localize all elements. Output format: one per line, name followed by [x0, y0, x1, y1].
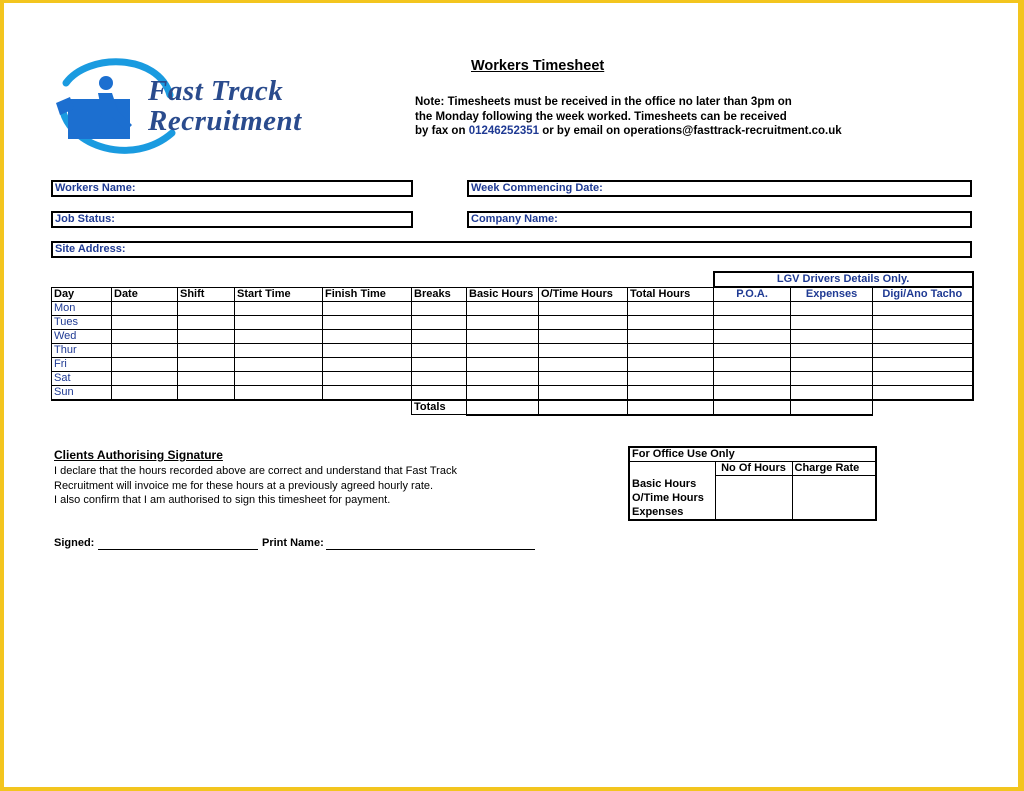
timesheet-cell[interactable]: [714, 372, 791, 386]
submission-note: [415, 95, 842, 139]
timesheet-cell[interactable]: [235, 330, 323, 344]
column-header: Total Hours: [628, 287, 714, 302]
column-header: Breaks: [412, 287, 467, 302]
totals-spacer: [52, 400, 412, 415]
timesheet-cell[interactable]: [467, 372, 539, 386]
timesheet-cell[interactable]: [873, 358, 973, 372]
timesheet-cell[interactable]: [412, 344, 467, 358]
lgv-header-spacer: [52, 272, 714, 287]
fax-number: 01246252351: [468, 125, 540, 137]
timesheet-cell[interactable]: [178, 316, 235, 330]
table-row: [52, 316, 973, 330]
timesheet-cell[interactable]: [112, 302, 178, 316]
timesheet-page: [4, 3, 1018, 787]
table-row: [52, 330, 973, 344]
company-logo: [48, 55, 358, 165]
timesheet-cell[interactable]: [412, 358, 467, 372]
day-label: Sat: [52, 372, 112, 386]
timesheet-cell[interactable]: [412, 372, 467, 386]
timesheet-table: [51, 271, 974, 416]
timesheet-cell[interactable]: [873, 330, 973, 344]
timesheet-cell[interactable]: [628, 330, 714, 344]
timesheet-cell[interactable]: [714, 302, 791, 316]
note-line-1: Note: Timesheets must be received in the office no later than 3pm on: [415, 96, 792, 108]
timesheet-cell[interactable]: [628, 316, 714, 330]
office-rate-cell[interactable]: [792, 476, 876, 520]
timesheet-cell[interactable]: [467, 330, 539, 344]
column-header: Expenses: [791, 287, 873, 302]
timesheet-cell[interactable]: [178, 358, 235, 372]
timesheet-cell[interactable]: [791, 316, 873, 330]
timesheet-cell[interactable]: [791, 358, 873, 372]
timesheet-cell[interactable]: [235, 316, 323, 330]
timesheet-cell[interactable]: [791, 330, 873, 344]
timesheet-cell[interactable]: [178, 372, 235, 386]
totals-cell[interactable]: [467, 400, 539, 415]
signed-label: Signed:: [54, 537, 95, 549]
timesheet-cell[interactable]: [112, 372, 178, 386]
office-row-overtime: O/Time Hours: [632, 491, 704, 504]
timesheet-cell[interactable]: [323, 358, 412, 372]
timesheet-cell[interactable]: [628, 372, 714, 386]
timesheet-cell[interactable]: [323, 344, 412, 358]
office-row-expenses: Expenses: [632, 505, 684, 518]
timesheet-cell[interactable]: [467, 316, 539, 330]
workers-name-field[interactable]: Workers Name:: [51, 180, 413, 197]
column-header: P.O.A.: [714, 287, 791, 302]
table-row: [52, 344, 973, 358]
timesheet-cell[interactable]: [178, 330, 235, 344]
totals-cell[interactable]: [628, 400, 714, 415]
timesheet-cell[interactable]: [714, 358, 791, 372]
timesheet-cell[interactable]: [714, 386, 791, 401]
timesheet-cell[interactable]: [235, 372, 323, 386]
timesheet-cell[interactable]: [791, 372, 873, 386]
totals-cell[interactable]: [539, 400, 628, 415]
timesheet-cell[interactable]: [714, 316, 791, 330]
timesheet-cell[interactable]: [791, 344, 873, 358]
lgv-header: LGV Drivers Details Only.: [714, 272, 973, 287]
signature-heading: Clients Authorising Signature: [54, 448, 223, 462]
day-label: Mon: [52, 302, 112, 316]
timesheet-cell[interactable]: [467, 302, 539, 316]
day-label: Wed: [52, 330, 112, 344]
column-header: Start Time: [235, 287, 323, 302]
timesheet-cell[interactable]: [628, 344, 714, 358]
day-label: Tues: [52, 316, 112, 330]
totals-end-spacer: [873, 400, 973, 415]
table-row: [52, 358, 973, 372]
timesheet-cell[interactable]: [178, 302, 235, 316]
timesheet-cell[interactable]: [323, 302, 412, 316]
declaration-text: [54, 464, 457, 508]
column-header: Shift: [178, 287, 235, 302]
timesheet-cell[interactable]: [112, 386, 178, 401]
timesheet-cell[interactable]: [323, 372, 412, 386]
timesheet-cell[interactable]: [467, 386, 539, 401]
declaration-line-2: Recruitment will invoice me for these hours at a previously agreed hourly rate.: [54, 479, 434, 492]
timesheet-cell[interactable]: [112, 330, 178, 344]
office-heading: For Office Use Only: [629, 447, 876, 462]
timesheet-cell[interactable]: [791, 386, 873, 401]
office-use-table: [628, 446, 877, 521]
declaration-line-3: I also confirm that I am authorised to sign this timesheet for payment.: [54, 494, 391, 506]
table-row: [52, 302, 973, 316]
timesheet-cell[interactable]: [412, 316, 467, 330]
note-email-text: or by email on operations@fasttrack-recruitment.co.uk: [539, 125, 842, 137]
job-status-field[interactable]: Job Status:: [51, 211, 413, 228]
timesheet-cell[interactable]: [873, 344, 973, 358]
office-body-row: [629, 476, 876, 520]
table-row: [52, 386, 973, 401]
timesheet-cell[interactable]: [235, 386, 323, 401]
timesheet-cell[interactable]: [628, 386, 714, 401]
timesheet-cell[interactable]: [178, 386, 235, 401]
timesheet-cell[interactable]: [412, 330, 467, 344]
timesheet-cell[interactable]: [539, 330, 628, 344]
timesheet-cell[interactable]: [791, 302, 873, 316]
signed-line[interactable]: [98, 549, 258, 550]
column-header: Basic Hours: [467, 287, 539, 302]
timesheet-cell[interactable]: [412, 386, 467, 401]
timesheet-cell[interactable]: [467, 358, 539, 372]
timesheet-cell[interactable]: [714, 330, 791, 344]
office-heading-row: [629, 447, 876, 462]
totals-label: Totals: [412, 400, 467, 415]
totals-cell[interactable]: [714, 400, 791, 415]
office-hours-cell[interactable]: [715, 476, 792, 520]
timesheet-cell[interactable]: [539, 316, 628, 330]
timesheet-cell[interactable]: [539, 344, 628, 358]
timesheet-cell[interactable]: [628, 302, 714, 316]
page-title: Workers Timesheet: [471, 58, 605, 74]
office-col-rate: Charge Rate: [792, 462, 876, 476]
timesheet-cell[interactable]: [628, 358, 714, 372]
timesheet-cell[interactable]: [323, 330, 412, 344]
print-name-line[interactable]: [326, 549, 535, 550]
timesheet-cell[interactable]: [112, 344, 178, 358]
note-line-2: the Monday following the week worked. Timesheets can be received: [415, 110, 787, 123]
day-label: Thur: [52, 344, 112, 358]
day-label: Sun: [52, 386, 112, 401]
table-row: [52, 372, 973, 386]
timesheet-cell[interactable]: [178, 344, 235, 358]
note-line-3: [415, 124, 842, 139]
timesheet-cell[interactable]: [873, 372, 973, 386]
day-label: Fri: [52, 358, 112, 372]
timesheet-cell[interactable]: [235, 302, 323, 316]
column-header: Date: [112, 287, 178, 302]
timesheet-cell[interactable]: [873, 302, 973, 316]
timesheet-cell[interactable]: [873, 386, 973, 401]
logo-line-1: Fast Track: [148, 75, 284, 107]
timesheet-cell[interactable]: [112, 358, 178, 372]
note-fax-prefix: by fax on: [415, 125, 469, 137]
lgv-header-row: [52, 272, 973, 287]
timesheet-cell[interactable]: [873, 316, 973, 330]
timesheet-cell[interactable]: [323, 316, 412, 330]
column-header: Finish Time: [323, 287, 412, 302]
column-header-row: [52, 287, 973, 302]
declaration-line-1: I declare that the hours recorded above are correct and understand that Fast Track: [54, 465, 457, 477]
office-column-row: [629, 462, 876, 476]
timesheet-cell[interactable]: [235, 358, 323, 372]
site-address-field[interactable]: Site Address:: [51, 241, 972, 258]
column-header: Day: [52, 287, 112, 302]
timesheet-cell[interactable]: [412, 302, 467, 316]
logo-line-2: Recruitment: [148, 105, 302, 137]
company-name-field[interactable]: Company Name:: [467, 211, 972, 228]
week-commencing-field[interactable]: Week Commencing Date:: [467, 180, 972, 197]
totals-cell[interactable]: [791, 400, 873, 415]
timesheet-cell[interactable]: [323, 386, 412, 401]
timesheet-cell[interactable]: [467, 344, 539, 358]
timesheet-cell[interactable]: [112, 316, 178, 330]
office-col-hours: No Of Hours: [715, 462, 792, 476]
timesheet-cell[interactable]: [539, 302, 628, 316]
timesheet-cell[interactable]: [539, 358, 628, 372]
column-header: Digi/Ano Tacho: [873, 287, 973, 302]
totals-row: [52, 400, 973, 415]
column-header: O/Time Hours: [539, 287, 628, 302]
office-column-spacer: [629, 462, 715, 476]
timesheet-cell[interactable]: [539, 386, 628, 401]
print-name-label: Print Name:: [262, 537, 324, 549]
office-row-labels: [629, 476, 715, 520]
timesheet-cell[interactable]: [714, 344, 791, 358]
office-row-basic: Basic Hours: [632, 477, 697, 490]
timesheet-cell[interactable]: [235, 344, 323, 358]
timesheet-cell[interactable]: [539, 372, 628, 386]
